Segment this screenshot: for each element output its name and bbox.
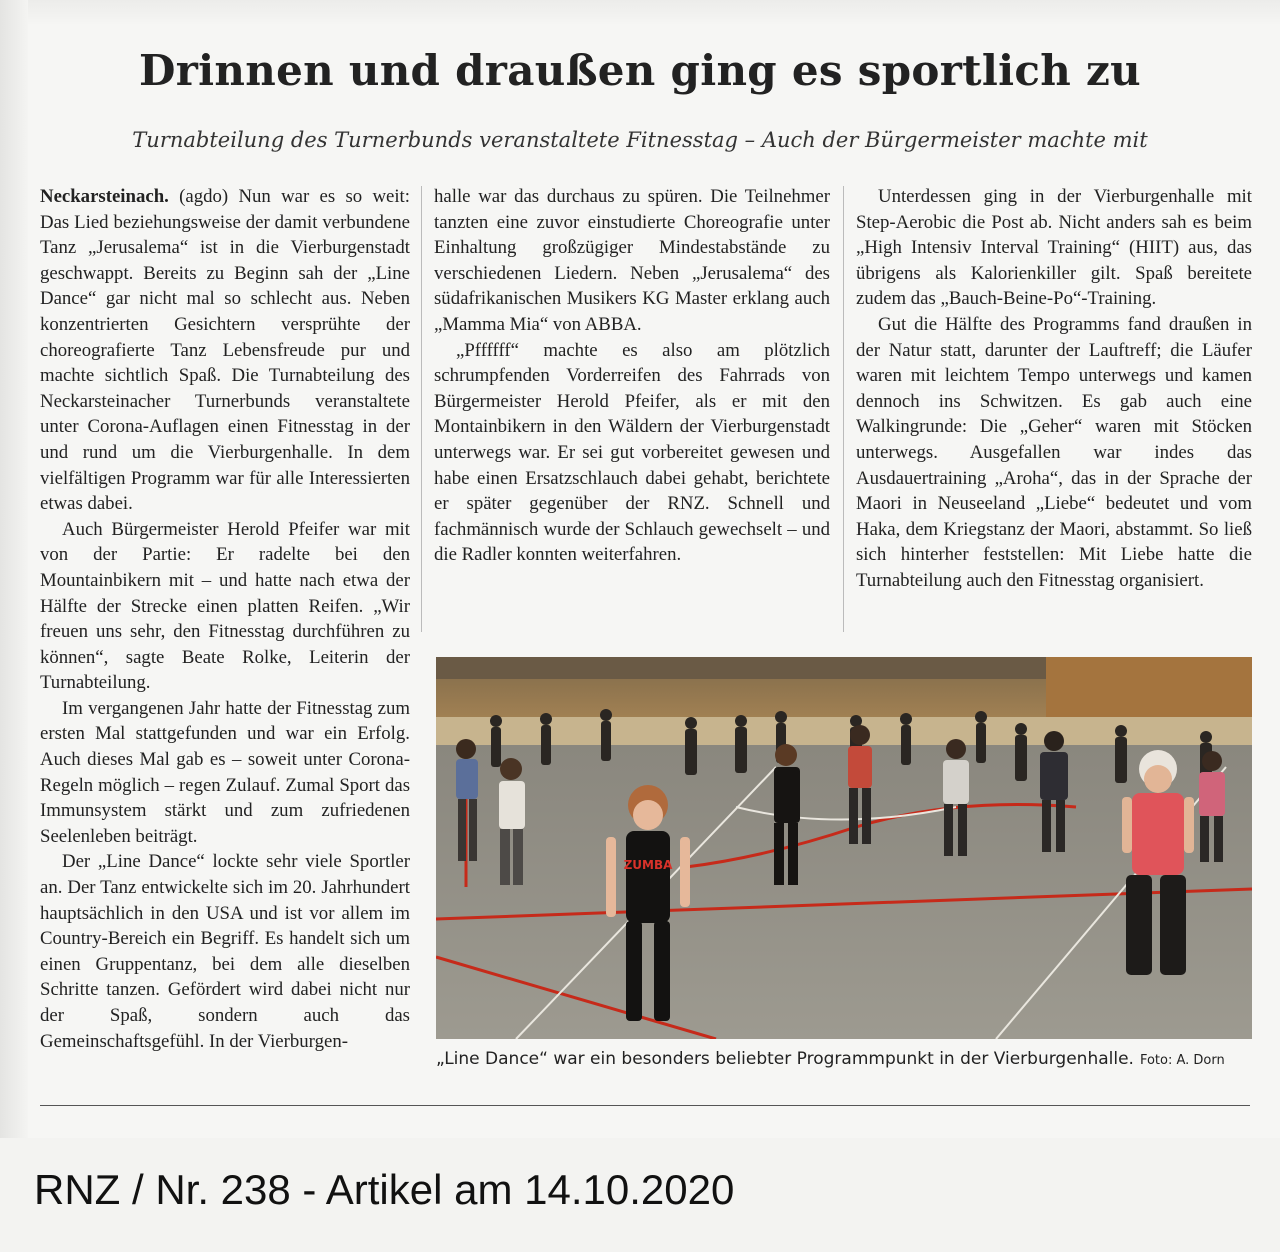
paragraph: Der „Line Dance“ lockte sehr viele Sportler an. Der Tanz entwickelte sich im 20. Jahrhundert hauptsächlich in den USA und ist vor allem im Country-Bereich ein Begriff. Es handelt sich um einen Gruppentanz, bei dem alle dieselben Schritte tanzen. Gefördert wird dabei nicht nur der Spaß, sondern auch das Gemeinschaftsgefühl. In der Vierburgen-: [40, 851, 410, 1052]
paper-edge-top: [0, 0, 1280, 26]
paragraph: „Pffffff“ machte es also am plötzlich schrumpfenden Vorderreifen des Fahrrads von Bürgermeister Herold Pfeifer, als er mit den Montainbikern in den Wäldern der Vierburgenstadt unterwegs war. Er sei gut vorbereitet gewesen und habe einen Ersatzschlauch dabei gehabt, berichtete er später gegenüber der RNZ. Schnell und fachmännisch wurde der Schlauch gewechselt – und die Radler konnten weiterfahren.: [434, 339, 830, 566]
caption-text: „Line Dance“ war ein besonders beliebter Programmpunkt in der Vierburgenhalle.: [436, 1049, 1134, 1069]
bottom-rule: [40, 1105, 1250, 1106]
article-subheadline: Turnabteilung des Turnerbunds veranstaltete Fitnesstag – Auch der Bürgermeister machte mit: [132, 128, 1148, 152]
shirt-text: ZUMBA: [623, 858, 673, 872]
paragraph: Unterdessen ging in der Vierburgenhalle mit Step-Aerobic die Post ab. Nicht anders sah es beim „High Intensiv Interval Training“ (HIIT) aus, das übrigens als Kalorienkiller gilt. Spaß bereitete zudem das „Bauch-Beine-Po“-Training.: [856, 186, 1252, 310]
photo-line-dance-gym: [436, 657, 1252, 1039]
column-divider: [421, 186, 422, 632]
paragraph: halle war das durchaus zu spüren. Die Teilnehmer tanzten eine zuvor einstudierte Choreografie unter Einhaltung großzügiger Mindestabstände zu verschiedenen Liedern. Neben „Jerusalema“ des südafrikanischen Musikers KG Master erklang auch „Mamma Mia“ von ABBA.: [434, 186, 830, 335]
photo-caption: [436, 1049, 1252, 1069]
article-column-2: [434, 184, 830, 568]
paragraph: [40, 184, 410, 517]
photo-credit: Foto: A. Dorn: [1139, 1053, 1225, 1068]
article-column-1: [40, 184, 410, 1054]
paper-edge-left: [0, 0, 28, 1138]
paragraph-text: (agdo) Nun war es so weit: Das Lied beziehungsweise der damit verbundene Tanz „Jerusalema“ ist in die Vierburgenstadt geschwappt. Bereits zu Beginn sah der „Line Dance“ gar nicht mal so schlecht aus. Neben konzentrierten Gesichtern versprühte der choreografierte Tanz Lebensfreude pur und machte sichtlich Spaß. Die Turnabteilung des Neckarsteinacher Turnerbunds veranstaltete unter Corona-Auflagen einen Fitnesstag in der und rund um die Vierburgenhalle. In dem vielfältigen Programm war für alle Interessierten etwas dabei.: [40, 186, 410, 515]
dateline: Neckarsteinach.: [40, 186, 169, 207]
article-photo: [436, 657, 1252, 1039]
hall-window-band: [436, 717, 1252, 747]
column-divider: [843, 186, 844, 632]
source-label: RNZ / Nr. 238 - Artikel am 14.10.2020: [34, 1166, 735, 1213]
paragraph: Gut die Hälfte des Programms fand draußen in der Natur statt, darunter der Lauftreff; die Läufer waren mit leichtem Tempo unterwegs und kamen dennoch ins Schwitzen. Es gab auch eine Walkingrunde: Die „Geher“ waren mit Stöcken unterwegs. Ausgefallen war indes das Ausdauertraining „Aroha“, das in der Sprache der Maori in Neuseeland „Liebe“ bedeutet und vom Haka, dem Kriegstanz der Maori, abstammt. So ließ sich hinterher feststellen: Mit Liebe hatte die Turnabteilung auch den Fitnesstag organisiert.: [856, 313, 1252, 591]
article-column-3: [856, 184, 1252, 594]
paragraph: Im vergangenen Jahr hatte der Fitnesstag zum ersten Mal stattgefunden und war ein Erfolg. Auch dieses Mal gab es – soweit unter Corona-Regeln möglich – regen Zulauf. Zumal Sport das Immunsystem stärkt und zum zufriedenen Seelenleben beiträgt.: [40, 697, 410, 847]
paragraph: Auch Bürgermeister Herold Pfeifer war mit von der Partie: Er radelte bei den Mountainbikern mit – und hatte nach etwa der Hälfte der Strecke einen platten Reifen. „Wir freuen uns sehr, den Fitnesstag durchführen zu können“, sagte Beate Rolke, Leiterin der Turnabteilung.: [40, 518, 410, 694]
article-headline: Drinnen und draußen ging es sportlich zu: [139, 46, 1141, 95]
